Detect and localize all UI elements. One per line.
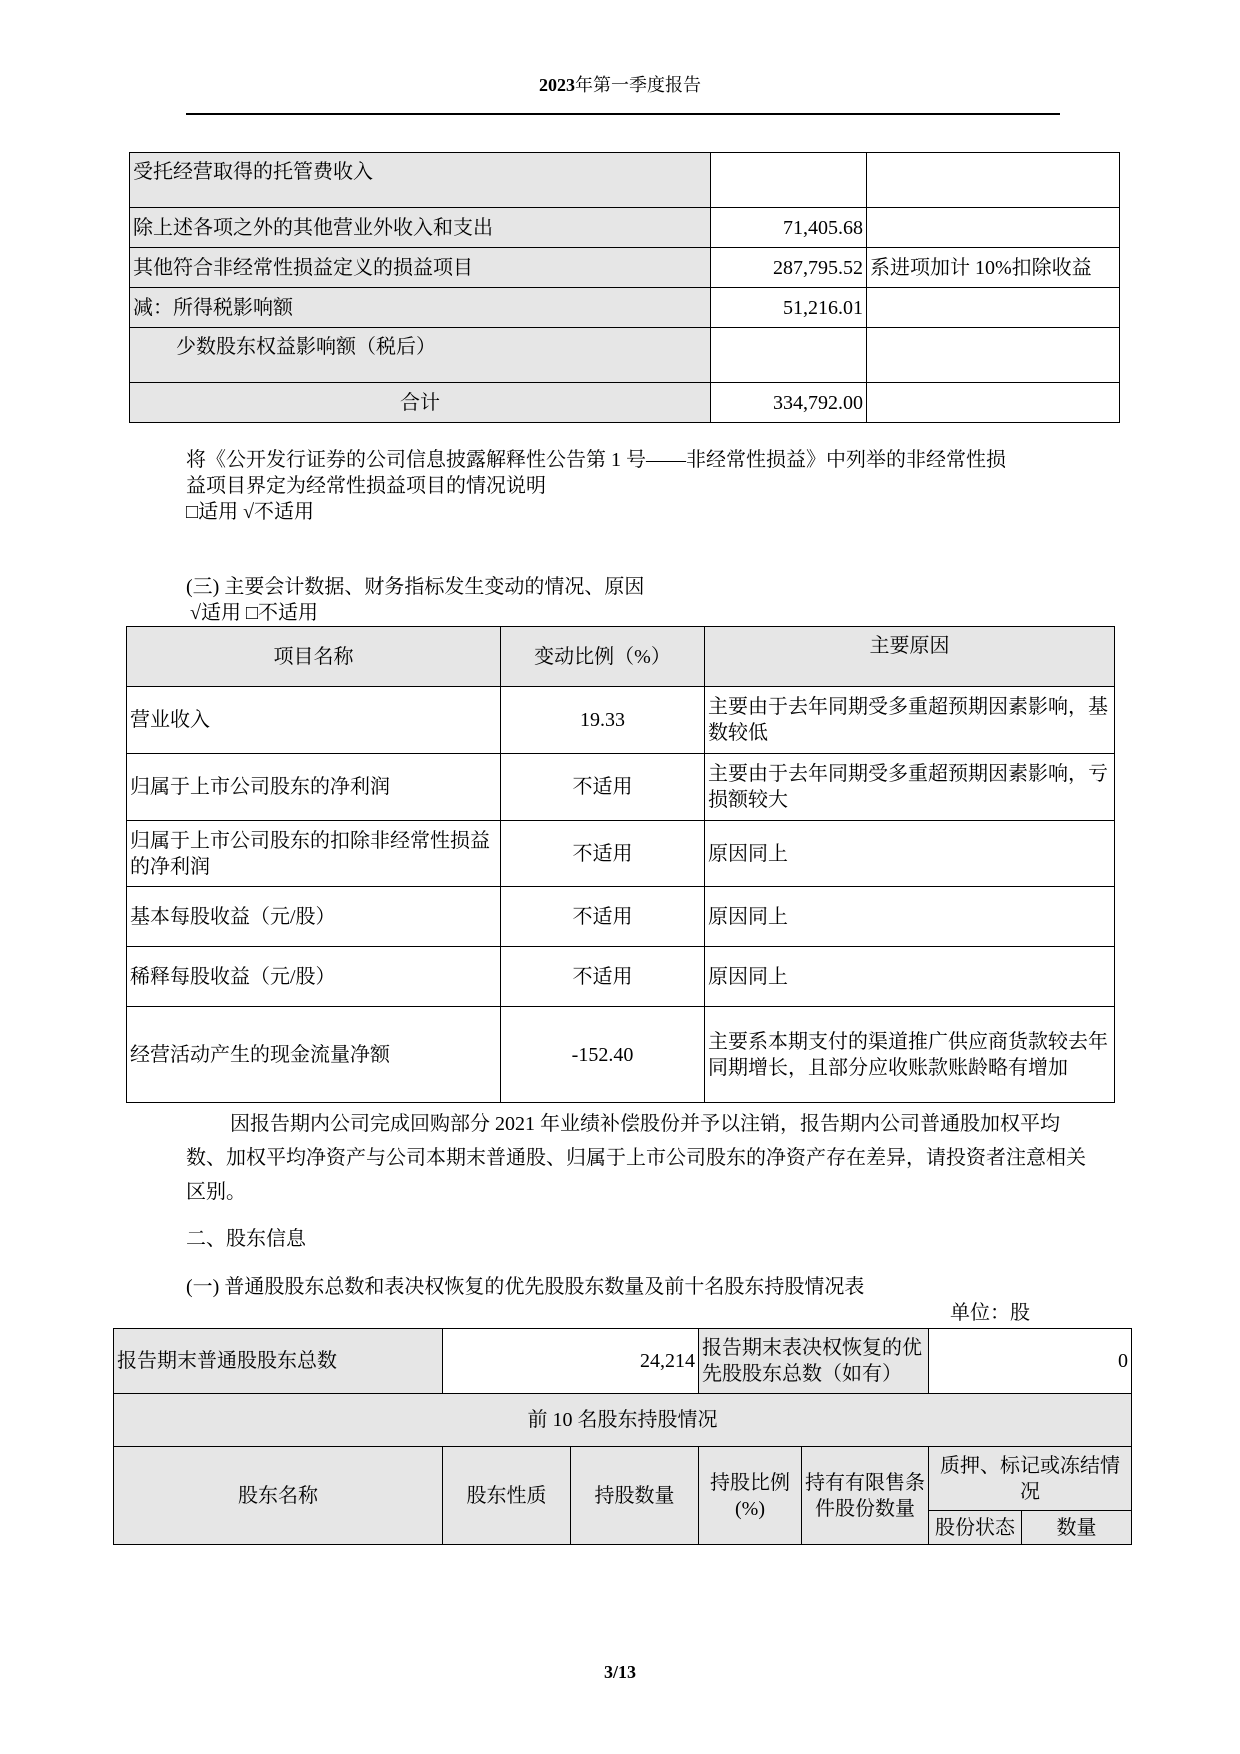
table2-ratio: 不适用 (501, 947, 705, 1007)
table1-amount: 71,405.68 (711, 208, 867, 248)
top10-title: 前 10 名股东持股情况 (114, 1394, 1132, 1447)
section3-title: (三) 主要会计数据、财务指标发生变动的情况、原因 (186, 576, 645, 598)
col-qty: 数量 (1022, 1511, 1132, 1545)
note1-line2: 益项目界定为经常性损益项目的情况说明 (186, 475, 546, 497)
shareholder-table (113, 1328, 1132, 1545)
section3-applicable: √适用 □不适用 (190, 602, 319, 624)
table2-ratio: 不适用 (501, 754, 705, 821)
table1-note (867, 383, 1120, 423)
pref-holders-value: 0 (929, 1329, 1132, 1394)
table2-header-ratio: 变动比例（%） (501, 627, 705, 687)
table2-item: 稀释每股收益（元/股） (127, 947, 501, 1007)
col-pledge: 质押、标记或冻结情况 (929, 1447, 1132, 1511)
table2-item: 经营活动产生的现金流量净额 (127, 1007, 501, 1103)
table1-item: 其他符合非经常性损益定义的损益项目 (130, 248, 711, 288)
col-holder-name: 股东名称 (114, 1447, 443, 1545)
table1-item: 减：所得税影响额 (130, 288, 711, 328)
table2-reason: 主要由于去年同期受多重超预期因素影响，基数较低 (705, 687, 1115, 754)
total-holders-label: 报告期末普通股股东总数 (114, 1329, 443, 1394)
table1-note (867, 208, 1120, 248)
col-holder-nature: 股东性质 (443, 1447, 571, 1545)
table2-reason: 原因同上 (705, 947, 1115, 1007)
page-number: 3/13 (603, 1662, 636, 1682)
table2-ratio: 不适用 (501, 887, 705, 947)
table2-reason: 主要系本期支付的渠道推广供应商货款较去年同期增长，且部分应收账款账龄略有增加 (705, 1007, 1115, 1103)
explanation-paragraph: 因报告期内公司完成回购部分 2021 年业绩补偿股份并予以注销，报告期内公司普通股加权平均数、加权平均净资产与公司本期末普通股、归属于上市公司股东的净资产存在差异，请投资者注意相关区别。 (186, 1113, 1086, 1203)
table2-reason: 原因同上 (705, 887, 1115, 947)
table1-note (867, 288, 1120, 328)
non-recurring-table (129, 152, 1120, 423)
table2-item: 营业收入 (127, 687, 501, 754)
col-shares: 持股数量 (571, 1447, 699, 1545)
table2-reason: 原因同上 (705, 821, 1115, 887)
header-year: 2023 (539, 75, 575, 95)
table2-item: 归属于上市公司股东的扣除非经常性损益的净利润 (127, 821, 501, 887)
table1-note: 系进项加计 10%扣除收益 (867, 248, 1120, 288)
note1-line1: 将《公开发行证券的公司信息披露解释性公告第 1 号——非经常性损益》中列举的非经常性损 (186, 449, 1006, 471)
col-ratio: 持股比例(%) (699, 1447, 802, 1545)
table1-note (867, 328, 1120, 383)
table2-header-reason: 主要原因 (705, 627, 1115, 687)
table2-item: 归属于上市公司股东的净利润 (127, 754, 501, 821)
header-title: 年第一季度报告 (575, 75, 701, 95)
table1-item: 少数股东权益影响额（税后） (130, 328, 711, 383)
header-rule (186, 113, 1060, 115)
table1-amount: 287,795.52 (711, 248, 867, 288)
total-holders-value: 24,214 (443, 1329, 699, 1394)
table1-item: 除上述各项之外的其他营业外收入和支出 (130, 208, 711, 248)
pref-holders-label: 报告期末表决权恢复的优先股股东总数（如有） (699, 1329, 929, 1394)
table2-header-item: 项目名称 (127, 627, 501, 687)
table1-amount: 51,216.01 (711, 288, 867, 328)
unit-label: 单位：股 (950, 1302, 1030, 1324)
key-changes-table (126, 626, 1115, 1103)
table1-amount (711, 153, 867, 208)
table2-item: 基本每股收益（元/股） (127, 887, 501, 947)
note1-applicable: □适用 √不适用 (186, 501, 315, 523)
table2-reason: 主要由于去年同期受多重超预期因素影响，亏损额较大 (705, 754, 1115, 821)
page-header (0, 74, 1240, 96)
table1-total-amount: 334,792.00 (711, 383, 867, 423)
table2-ratio: -152.40 (501, 1007, 705, 1103)
subsection-one-heading: (一) 普通股股东总数和表决权恢复的优先股股东数量及前十名股东持股情况表 (186, 1276, 865, 1298)
table1-amount (711, 328, 867, 383)
col-status: 股份状态 (929, 1511, 1022, 1545)
col-restricted: 持有有限售条件股份数量 (802, 1447, 929, 1545)
table2-ratio: 19.33 (501, 687, 705, 754)
table2-ratio: 不适用 (501, 821, 705, 887)
table1-note (867, 153, 1120, 208)
table1-item: 受托经营取得的托管费收入 (130, 153, 711, 208)
table1-total-label: 合计 (130, 383, 711, 423)
section-two-heading: 二、股东信息 (186, 1228, 306, 1250)
